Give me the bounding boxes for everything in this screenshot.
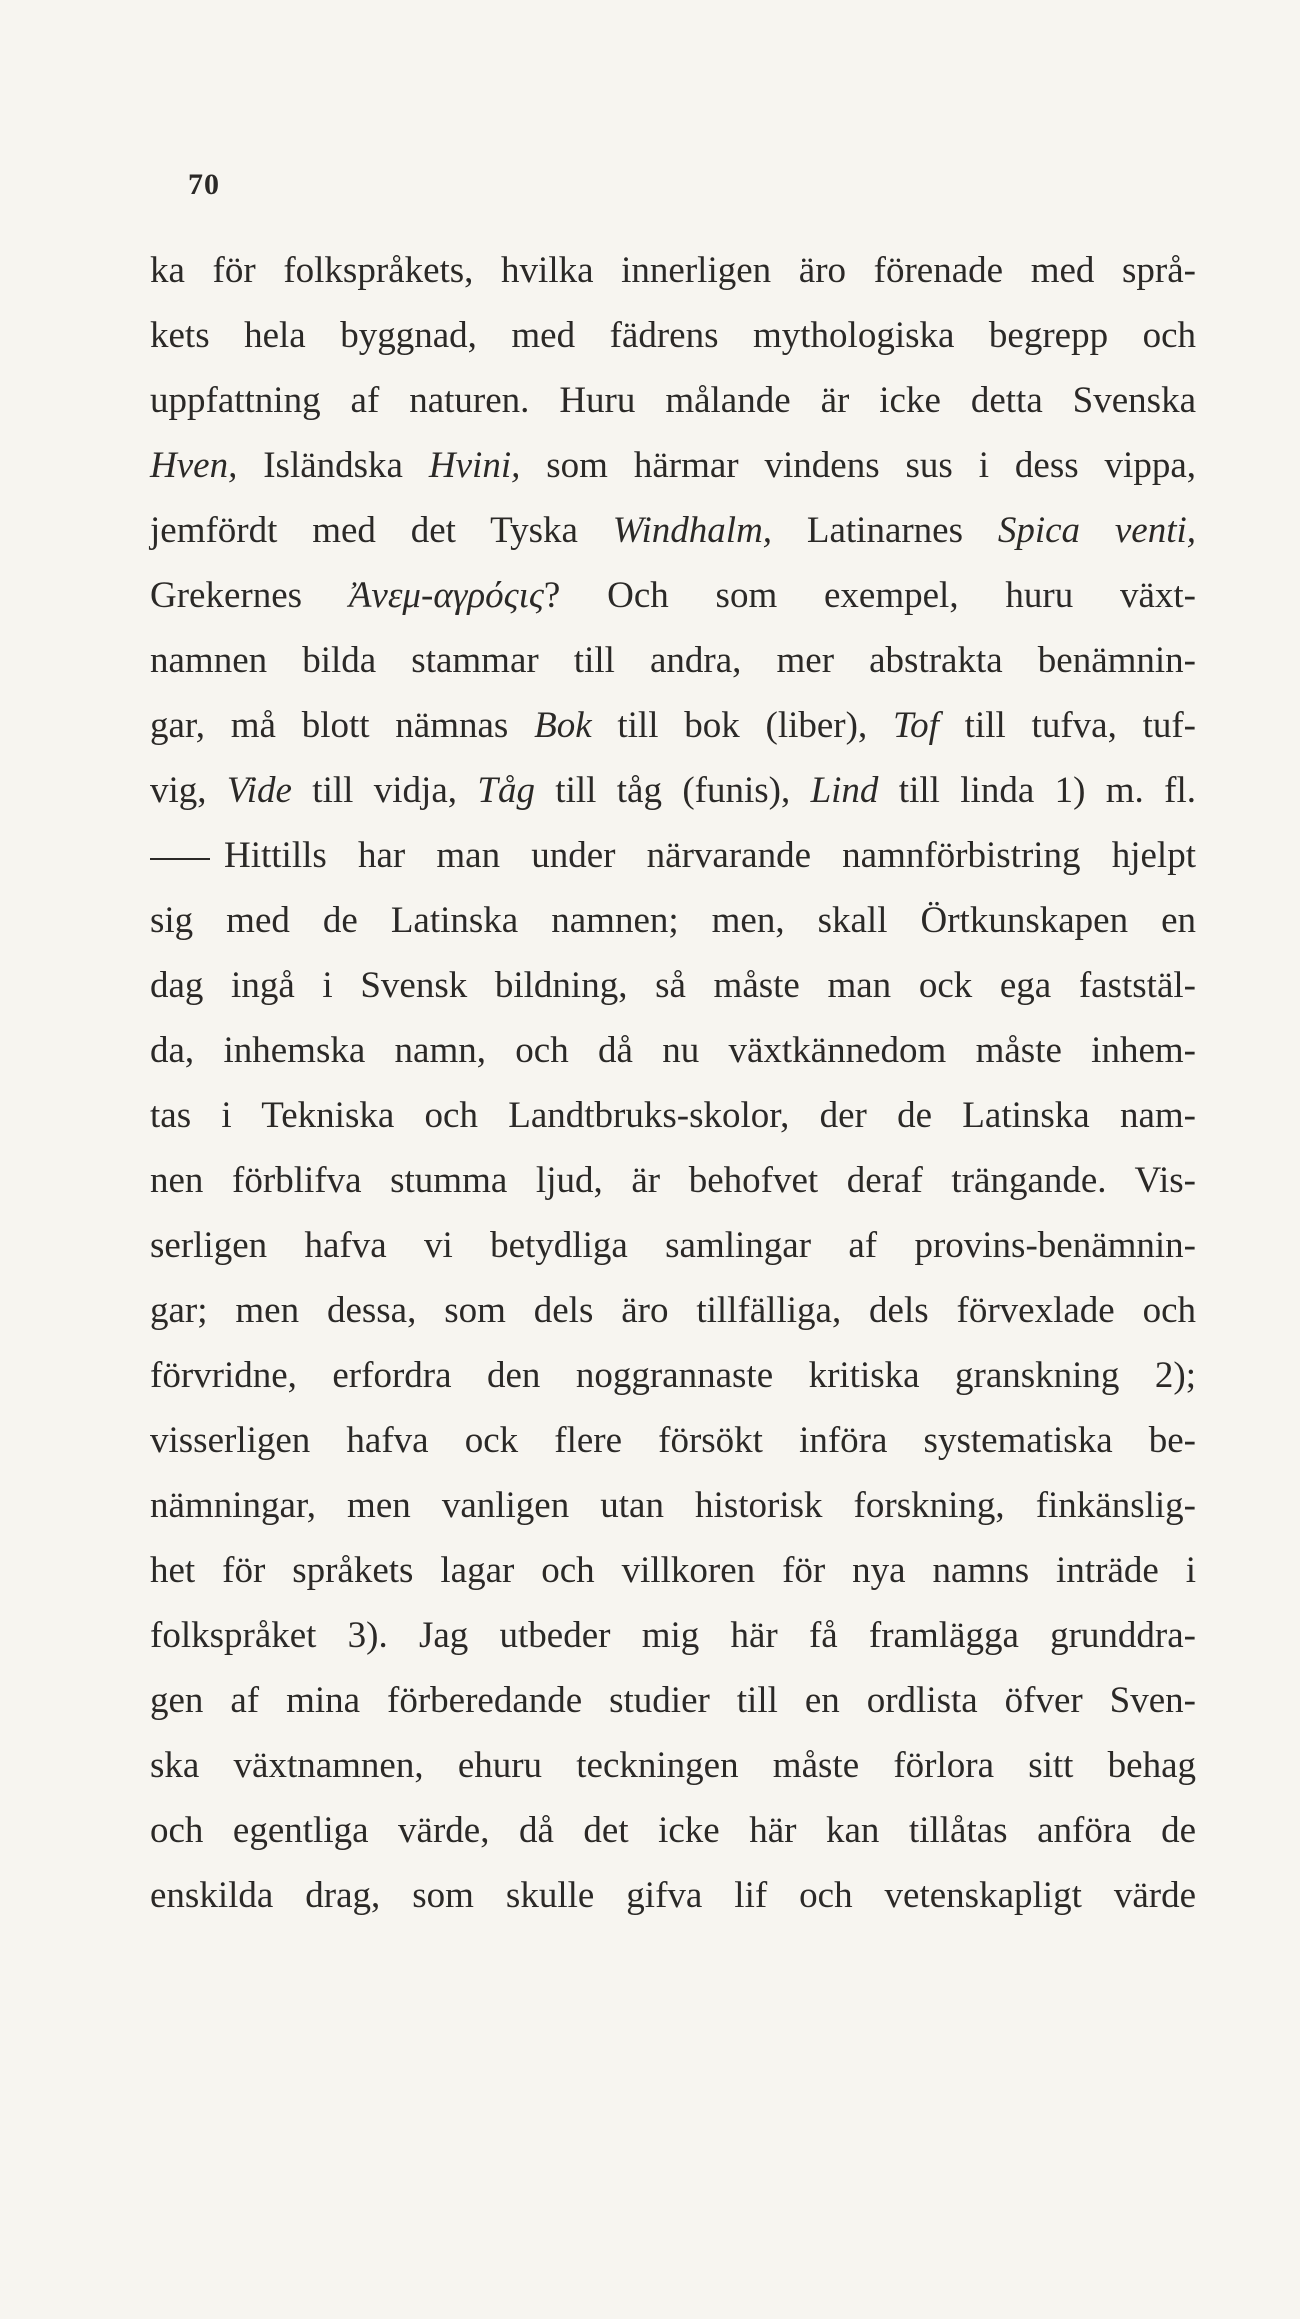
text-line-7: namnen bilda stammar till andra, mer abstrakta benämnin- <box>150 640 1196 681</box>
term-bok: Bok <box>534 705 592 746</box>
page-number: 70 <box>188 168 220 201</box>
text-line-10 <box>150 823 1196 888</box>
text-segment: vig, <box>150 770 227 811</box>
term-hven: Hven, <box>150 445 238 486</box>
text-line-8 <box>150 693 1196 758</box>
text-line-20: nämningar, men vanligen utan historisk forskning, finkänslig- <box>150 1485 1196 1526</box>
term-greek: Ἀνεμ-αγρόςις <box>348 575 544 616</box>
text-line-1: ka för folkspråkets, hvilka innerligen äro förenade med språ- <box>150 250 1196 291</box>
text-line-17: gar; men dessa, som dels äro tillfälliga, dels förvexlade och <box>150 1290 1196 1331</box>
term-vide: Vide <box>226 770 292 811</box>
term-tag: Tåg <box>477 770 535 811</box>
text-line-6 <box>150 563 1196 628</box>
text-line-3: uppfattning af naturen. Huru målande är icke detta Svenska <box>150 380 1196 421</box>
text-segment: jemfördt med det Tyska <box>150 510 613 551</box>
body-text <box>150 238 1196 1928</box>
text-segment: till tufva, tuf- <box>938 705 1196 746</box>
text-segment: till bok (liber), <box>591 705 893 746</box>
text-line-24: ska växtnamnen, ehuru teckningen måste förlora sitt behag <box>150 1745 1196 1786</box>
text-segment: Grekernes <box>150 575 349 616</box>
text-segment: till vidja, <box>291 770 478 811</box>
term-lind: Lind <box>810 770 879 811</box>
text-line-18: förvridne, erfordra den noggrannaste kritiska granskning 2); <box>150 1355 1196 1396</box>
text-line-25: och egentliga värde, då det icke här kan tillåtas anföra de <box>150 1810 1196 1851</box>
text-line-19: visserligen hafva ock flere försökt införa systematiska be- <box>150 1420 1196 1461</box>
text-segment: till linda 1) m. fl. <box>878 770 1197 811</box>
text-line-26: enskilda drag, som skulle gifva lif och vetenskapligt värde <box>150 1875 1196 1916</box>
text-line-15: nen förblifva stumma ljud, är behofvet deraf trängande. Vis- <box>150 1160 1196 1201</box>
term-spica-venti: Spica venti, <box>997 510 1196 551</box>
text-segment: Isländska <box>237 445 429 486</box>
text-line-9 <box>150 758 1196 823</box>
text-line-22: folkspråket 3). Jag utbeder mig här få framlägga grunddra- <box>150 1615 1196 1656</box>
em-dash <box>150 858 210 860</box>
text-line-23: gen af mina förberedande studier till en ordlista öfver Sven- <box>150 1680 1196 1721</box>
text-line-13: da, inhemska namn, och då nu växtkännedom måste inhem- <box>150 1030 1196 1071</box>
term-hvini: Hvini, <box>428 445 521 486</box>
text-segment: som härmar vindens sus i dess vippa, <box>520 445 1196 486</box>
text-line-21: het för språkets lagar och villkoren för nya namns inträde i <box>150 1550 1196 1591</box>
text-segment: gar, må blott nämnas <box>150 705 535 746</box>
text-segment: Latinarnes <box>772 510 998 551</box>
text-segment: Hittills har man under närvarande namnförbistring hjelpt <box>224 835 1196 876</box>
text-line-11: sig med de Latinska namnen; men, skall Örtkunskapen en <box>150 900 1196 941</box>
text-line-12: dag ingå i Svensk bildning, så måste man ock ega faststäl- <box>150 965 1196 1006</box>
text-line-14: tas i Tekniska och Landtbruks-skolor, der de Latinska nam- <box>150 1095 1196 1136</box>
text-segment: ? Och som exempel, huru växt- <box>543 575 1197 616</box>
text-line-16: serligen hafva vi betydliga samlingar af provins-benämnin- <box>150 1225 1196 1266</box>
term-windhalm: Windhalm, <box>612 510 773 551</box>
text-segment: till tåg (funis), <box>534 770 811 811</box>
text-line-5 <box>150 498 1196 563</box>
text-line-2: kets hela byggnad, med fädrens mythologiska begrepp och <box>150 315 1196 356</box>
term-tof: Tof <box>892 705 939 746</box>
text-line-4 <box>150 433 1196 498</box>
